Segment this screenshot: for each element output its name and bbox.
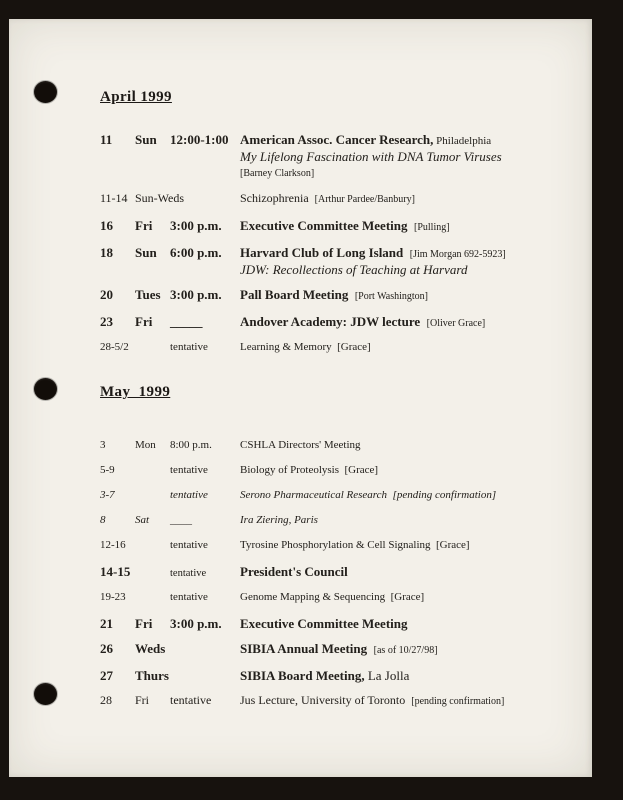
entry-date: 23	[100, 314, 113, 329]
text-segment: Executive Committee Meeting	[240, 218, 414, 233]
entry-description	[240, 539, 554, 552]
description-line	[240, 149, 554, 164]
description-line	[240, 539, 554, 552]
entry-day: Sun-Weds	[135, 191, 185, 205]
entry-day: Tues	[135, 287, 161, 302]
description-line	[240, 489, 554, 502]
description-line	[240, 514, 554, 527]
entry-description	[240, 314, 554, 331]
description-line	[240, 287, 554, 304]
schedule-entry	[100, 314, 554, 331]
entry-time: _____	[170, 314, 203, 329]
schedule-entry	[100, 539, 554, 552]
entry-description	[240, 514, 554, 527]
text-segment: Tyrosine Phosphorylation & Cell Signaling [Grace]	[240, 539, 470, 551]
entry-description	[240, 693, 554, 709]
text-segment: Philadelphia	[433, 135, 492, 147]
text-segment: [pending confirmation]	[411, 696, 505, 707]
schedule-entry	[100, 591, 554, 604]
entry-date: 12-16	[100, 539, 126, 551]
text-segment: Serono Pharmaceutical Research [pending confirmation]	[240, 489, 497, 501]
entry-time: tentative	[170, 341, 208, 353]
entry-time: 8:00 p.m.	[170, 439, 212, 451]
entry-day: Sat	[135, 514, 150, 526]
text-segment: American Assoc. Cancer Research,	[240, 132, 434, 147]
entry-description	[240, 564, 554, 579]
entry-description	[240, 668, 554, 683]
description-line	[240, 218, 554, 235]
text-segment: Jus Lecture, University of Toronto	[240, 693, 412, 707]
text-segment: [Jim Morgan 692-5923]	[409, 249, 506, 260]
description-line	[240, 314, 554, 331]
text-segment: Biology of Proteolysis [Grace]	[240, 464, 379, 476]
section-title: April 1999	[100, 89, 172, 105]
entry-date: 3-7	[100, 489, 115, 501]
section-0	[100, 89, 554, 354]
entry-date: 19-23	[100, 591, 126, 603]
text-segment: Harvard Club of Long Island	[240, 245, 410, 260]
entry-description	[240, 591, 554, 604]
entry-description	[240, 616, 554, 631]
description-line	[240, 245, 554, 262]
entry-time: tentative	[170, 464, 208, 476]
text-segment: [Port Washington]	[354, 291, 429, 302]
entry-day: Sun	[135, 132, 157, 147]
hole-punch	[34, 378, 57, 400]
entry-day: Fri	[135, 218, 153, 233]
text-segment: Executive Committee Meeting	[240, 616, 408, 631]
entry-day: Fri	[135, 693, 150, 707]
description-line	[240, 668, 554, 683]
entry-time: tentative	[170, 568, 207, 579]
entry-time: 3:00 p.m.	[170, 287, 222, 302]
schedule-entry	[100, 341, 554, 354]
text-segment: Learning & Memory [Grace]	[240, 341, 371, 353]
schedule-entry	[100, 693, 554, 709]
entry-time: tentative	[170, 539, 208, 551]
schedule-entry	[100, 132, 554, 181]
description-line	[240, 464, 554, 477]
schedule-entry	[100, 439, 554, 452]
document-page	[9, 19, 592, 777]
text-segment: [Oliver Grace]	[426, 318, 486, 329]
schedule-entry	[100, 287, 554, 304]
entry-date: 27	[100, 668, 113, 683]
entry-time: 12:00-1:00	[170, 132, 229, 147]
entry-description	[240, 341, 554, 354]
description-line	[240, 591, 554, 604]
schedule-entry	[100, 245, 554, 277]
entry-time: tentative	[170, 591, 208, 603]
text-segment: Ira Ziering, Paris	[240, 514, 318, 526]
description-line	[240, 564, 554, 579]
entry-description	[240, 439, 554, 452]
entry-time: ____	[170, 514, 192, 526]
entry-day: Sun	[135, 245, 157, 260]
schedule-entry	[100, 191, 554, 207]
entry-time: tentative	[170, 693, 212, 707]
text-segment: Genome Mapping & Sequencing [Grace]	[240, 591, 425, 603]
schedule-entry	[100, 564, 554, 581]
entry-description	[240, 287, 554, 304]
entry-date: 26	[100, 641, 113, 656]
text-segment: CSHLA Directors' Meeting	[240, 439, 361, 451]
description-line	[240, 132, 554, 149]
entry-description	[240, 218, 554, 235]
entry-description	[240, 641, 554, 658]
text-segment: Andover Academy: JDW lecture	[240, 314, 427, 329]
entry-date: 16	[100, 218, 113, 233]
entry-day: Fri	[135, 616, 153, 631]
hole-punch	[34, 683, 57, 705]
entry-date: 3	[100, 439, 106, 451]
description-line	[240, 164, 554, 181]
entry-description	[240, 191, 554, 207]
section-title: May 1999	[100, 384, 171, 400]
entry-description	[240, 132, 554, 181]
entry-description	[240, 489, 554, 502]
description-line	[240, 616, 554, 631]
schedule-entry	[100, 514, 554, 527]
text-segment: SIBIA Board Meeting,	[240, 668, 365, 683]
section-1	[100, 384, 554, 709]
entry-date: 20	[100, 287, 113, 302]
entry-day: Thurs	[135, 668, 169, 683]
schedule-entry	[100, 616, 554, 631]
entry-time: 3:00 p.m.	[170, 218, 222, 233]
hole-punch	[34, 81, 57, 103]
entry-date: 11-14	[100, 191, 128, 205]
text-segment: [Pulling]	[414, 222, 450, 233]
description-line	[240, 439, 554, 452]
description-line	[240, 191, 554, 207]
entry-date: 18	[100, 245, 113, 260]
entry-date: 28	[100, 693, 112, 707]
entry-time: 6:00 p.m.	[170, 245, 222, 260]
text-segment: SIBIA Annual Meeting	[240, 641, 374, 656]
entry-date: 8	[100, 514, 106, 526]
text-segment: [Barney Clarkson]	[240, 168, 315, 179]
schedule-entry	[100, 464, 554, 477]
entry-day: Fri	[135, 314, 153, 329]
schedule-entry	[100, 641, 554, 658]
text-segment: La Jolla	[364, 668, 410, 683]
text-segment: President's Council	[240, 564, 348, 579]
text-segment: JDW: Recollections of Teaching at Harvard	[240, 262, 468, 277]
entry-date: 28-5/2	[100, 341, 129, 353]
entry-date: 5-9	[100, 464, 115, 476]
schedule-entry	[100, 668, 554, 683]
schedule-body	[100, 89, 554, 757]
entry-time: tentative	[170, 489, 208, 501]
schedule-entry	[100, 489, 554, 502]
entry-date: 21	[100, 616, 113, 631]
schedule-entry	[100, 218, 554, 235]
entry-date: 11	[100, 132, 113, 147]
description-line	[240, 693, 554, 709]
text-segment: [Arthur Pardee/Banbury]	[314, 194, 415, 205]
text-segment: My Lifelong Fascination with DNA Tumor Viruses	[240, 149, 502, 164]
entry-time: 3:00 p.m.	[170, 616, 222, 631]
entry-date: 14-15	[100, 564, 131, 579]
description-line	[240, 262, 554, 277]
text-segment: Schizophrenia	[240, 191, 315, 205]
text-segment: Pall Board Meeting	[240, 287, 355, 302]
entry-description	[240, 245, 554, 277]
entry-day: Mon	[135, 439, 156, 451]
text-segment: [as of 10/27/98]	[373, 645, 438, 656]
description-line	[240, 641, 554, 658]
description-line	[240, 341, 554, 354]
entry-description	[240, 464, 554, 477]
entry-day: Weds	[135, 641, 166, 656]
